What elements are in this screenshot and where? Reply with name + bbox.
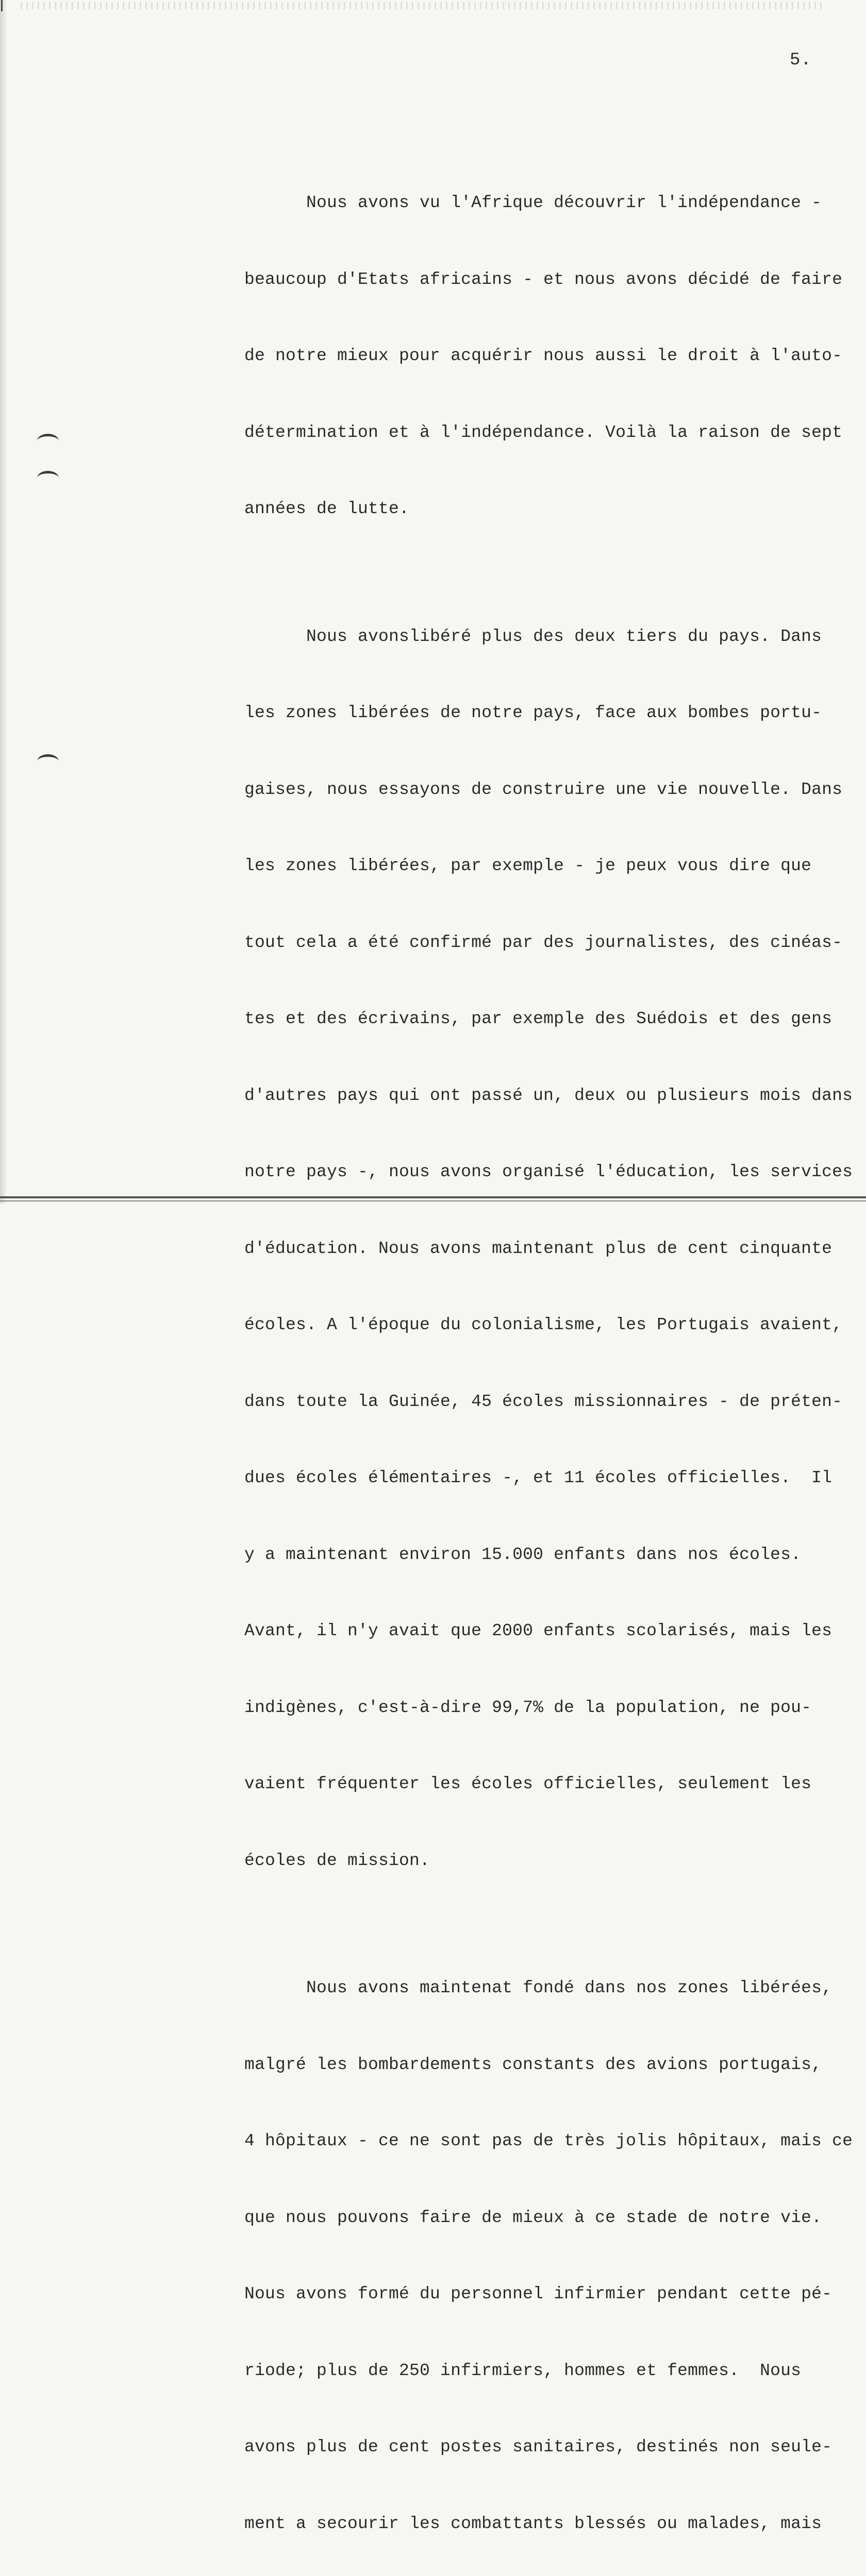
- text-line: écoles. A l'époque du colonialisme, les Portugais avaient,: [244, 1315, 843, 1334]
- body-text: [244, 139, 863, 2576]
- text-line: détermination et à l'indépendance. Voilà la raison de sept: [244, 422, 843, 442]
- text-line: de notre mieux pour acquérir nous aussi le droit à l'auto-: [244, 346, 843, 365]
- punch-hole-mark: [37, 754, 59, 768]
- page-number: 5.: [790, 50, 812, 70]
- text-line: 4 hôpitaux - ce ne sont pas de très jolis hôpitaux, mais ce: [244, 2131, 853, 2150]
- text-line: gaises, nous essayons de construire une vie nouvelle. Dans: [244, 779, 843, 799]
- text-line: indigènes, c'est-à-dire 99,7% de la population, ne pou-: [244, 1698, 812, 1717]
- text-line: Nous avons vu l'Afrique découvrir l'indépendance -: [244, 193, 822, 212]
- text-line: d'autres pays qui ont passé un, deux ou plusieurs mois dans: [244, 1086, 853, 1105]
- text-line: tout cela a été confirmé par des journalistes, des cinéas-: [244, 933, 843, 952]
- text-line: notre pays -, nous avons organisé l'éducation, les services: [244, 1162, 853, 1181]
- text-line: dues écoles élémentaires -, et 11 écoles officielles. Il: [244, 1468, 832, 1487]
- scan-top-noise: [21, 2, 825, 9]
- text-line: tes et des écrivains, par exemple des Suédois et des gens: [244, 1009, 832, 1028]
- text-line: les zones libérées de notre pays, face aux bombes portu-: [244, 703, 822, 722]
- paragraph-1: [244, 139, 863, 573]
- text-line: d'éducation. Nous avons maintenant plus de cent cinquante: [244, 1239, 832, 1258]
- text-line: avons plus de cent postes sanitaires, destinés non seule-: [244, 2437, 832, 2456]
- text-line: malgré les bombardements constants des avions portugais,: [244, 2055, 822, 2074]
- scan-corner-mark: [1, 0, 8, 11]
- text-line: Avant, il n'y avait que 2000 enfants scolarisés, mais les: [244, 1621, 832, 1640]
- text-line: riode; plus de 250 infirmiers, hommes et femmes. Nous: [244, 2361, 802, 2380]
- scan-left-edge: [0, 0, 7, 1204]
- text-line: Nous avons maintenat fondé dans nos zones libérées,: [244, 1978, 832, 1997]
- bottom-scan-border: [0, 1200, 866, 1201]
- text-line: que nous pouvons faire de mieux à ce stade de notre vie.: [244, 2208, 822, 2227]
- text-line: Nous avonslibéré plus des deux tiers du pays. Dans: [244, 626, 822, 646]
- text-line: années de lutte.: [244, 499, 410, 518]
- paragraph-2: [244, 573, 863, 1925]
- text-line: ment a secourir les combattants blessés ou malades, mais: [244, 2514, 822, 2533]
- text-line: beaucoup d'Etats africains - et nous avons décidé de faire: [244, 269, 843, 289]
- paragraph-3: [244, 1924, 863, 2576]
- text-line: vaient fréquenter les écoles officielles, seulement les: [244, 1774, 812, 1793]
- text-line: y a maintenant environ 15.000 enfants dans nos écoles.: [244, 1545, 802, 1564]
- text-line: écoles de mission.: [244, 1851, 430, 1870]
- text-line: Nous avons formé du personnel infirmier pendant cette pé-: [244, 2284, 832, 2303]
- text-line: dans toute la Guinée, 45 écoles missionnaires - de préten-: [244, 1392, 843, 1411]
- punch-hole-mark: [37, 471, 59, 485]
- bottom-scan-border: [0, 1196, 866, 1198]
- text-line: les zones libérées, par exemple - je peux vous dire que: [244, 856, 812, 875]
- punch-hole-mark: [37, 434, 59, 448]
